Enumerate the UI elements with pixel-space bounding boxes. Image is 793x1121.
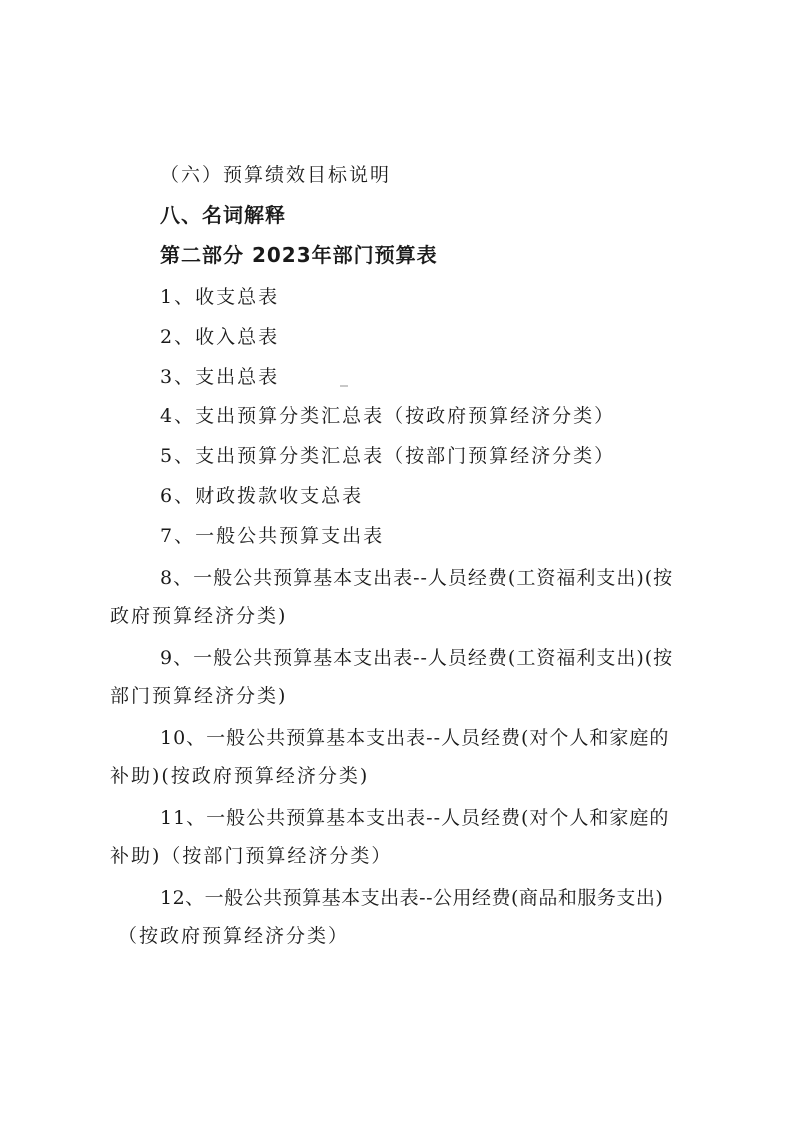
list-item-3: 3、支出总表	[160, 366, 280, 388]
list-item-12-continued: （按政府预算经济分类）	[118, 925, 350, 947]
section-heading-8: 八、名词解释	[160, 203, 286, 227]
list-item-8: 8、一般公共预算基本支出表--人员经费(工资福利支出)(按	[160, 567, 674, 589]
list-item-9: 9、一般公共预算基本支出表--人员经费(工资福利支出)(按	[160, 647, 674, 669]
list-item-12: 12、一般公共预算基本支出表--公用经费(商品和服务支出)	[160, 887, 664, 909]
list-item-5: 5、支出预算分类汇总表（按部门预算经济分类）	[160, 445, 616, 467]
list-item-8-continued: 政府预算经济分类)	[110, 605, 288, 627]
part-heading-2: 第二部分 2023年部门预算表	[160, 243, 438, 267]
list-item-2: 2、收入总表	[160, 326, 280, 348]
list-item-1: 1、收支总表	[160, 286, 280, 308]
list-item-11-continued: 补助)（按部门预算经济分类）	[110, 845, 393, 867]
list-item-4: 4、支出预算分类汇总表（按政府预算经济分类）	[160, 405, 616, 427]
scan-speck	[340, 385, 348, 387]
list-item-6: 6、财政拨款收支总表	[160, 485, 364, 507]
list-item-9-continued: 部门预算经济分类)	[110, 685, 288, 707]
list-item-7: 7、一般公共预算支出表	[160, 525, 385, 547]
subsection-heading-6: （六）预算绩效目标说明	[160, 164, 392, 186]
list-item-10-continued: 补助)(按政府预算经济分类)	[110, 765, 370, 787]
list-item-11: 11、一般公共预算基本支出表--人员经费(对个人和家庭的	[160, 807, 670, 829]
list-item-10: 10、一般公共预算基本支出表--人员经费(对个人和家庭的	[160, 727, 670, 749]
